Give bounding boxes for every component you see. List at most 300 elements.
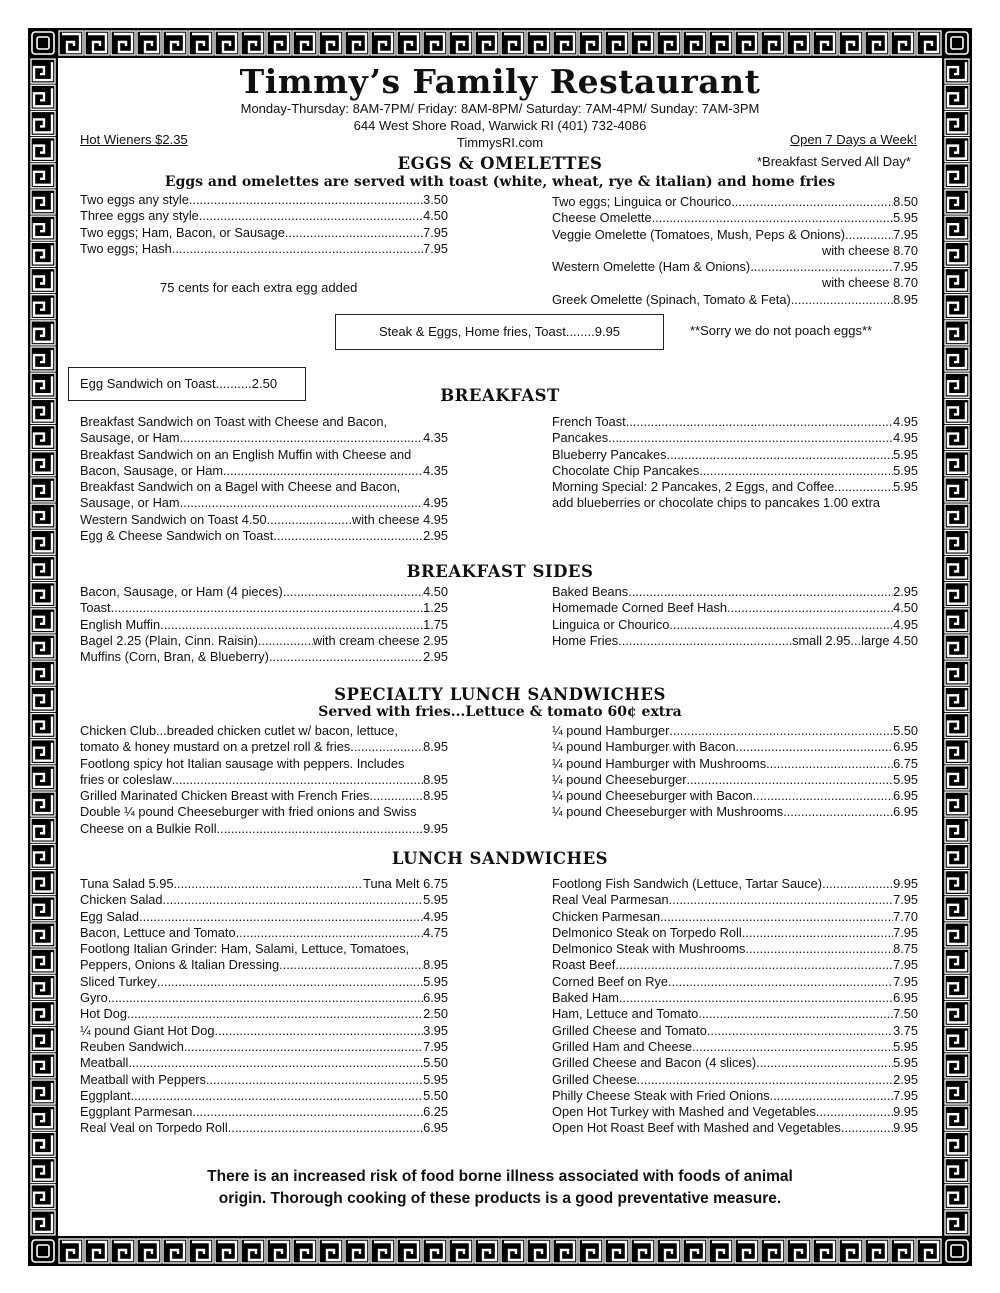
menu-item xyxy=(552,1023,918,1039)
menu-item-price: 4.50 xyxy=(423,584,448,599)
menu-item-name: Two eggs any style xyxy=(80,192,189,207)
leader-dots xyxy=(173,876,363,892)
menu-item xyxy=(80,600,448,616)
leader-dots xyxy=(619,990,893,1006)
menu-item xyxy=(80,1023,448,1039)
menu-item-name: Real Veal Parmesan xyxy=(552,892,669,908)
menu-item xyxy=(552,292,918,308)
menu-text-line: Double ¼ pound Cheeseburger with fried onions and Swiss xyxy=(80,804,417,820)
leader-dots xyxy=(707,1023,893,1039)
extra-egg-note: 75 cents for each extra egg added xyxy=(160,280,358,295)
leader-dots xyxy=(128,1055,423,1071)
leader-dots xyxy=(369,788,423,804)
menu-item-name: Pancakes xyxy=(552,430,609,446)
no-poach-note: **Sorry we do not poach eggs** xyxy=(690,323,873,338)
website-line: TimmysRI.com xyxy=(456,135,544,150)
food-safety-warning xyxy=(0,1166,1000,1210)
menu-item-price: 5.95 xyxy=(893,479,918,495)
menu-item-price: 8.50 xyxy=(893,194,918,209)
lunch-left-column xyxy=(80,876,448,1137)
menu-item-price: 2.95 xyxy=(423,528,448,544)
menu-item-name: ¼ pound Hamburger with Mushrooms xyxy=(552,755,767,771)
menu-item-price: 7.95 xyxy=(423,240,448,256)
menu-item-price: 9.95 xyxy=(893,1120,918,1136)
open-days-note: Open 7 Days a Week! xyxy=(790,132,917,147)
menu-item-name: Two eggs; Ham, Bacon, or Sausage xyxy=(80,224,285,240)
menu-item-price: 6.95 xyxy=(893,990,918,1006)
menu-item xyxy=(80,512,448,528)
menu-item-name: Baked Ham xyxy=(552,990,619,1006)
menu-item-price: small 2.95...large 4.50 xyxy=(792,632,918,648)
leader-dots xyxy=(269,649,423,665)
menu-item-price: 6.95 xyxy=(423,1120,448,1136)
lunch-right-column xyxy=(552,876,918,1137)
menu-item-name: Two eggs; Linguica or Chourico xyxy=(552,194,732,209)
leader-dots xyxy=(628,584,893,600)
menu-item-name: Gyro xyxy=(80,990,108,1006)
menu-text-line: Breakfast Sandwich on Toast with Cheese and Bacon, xyxy=(80,414,388,429)
menu-item-name: Delmonico Steak with Mushrooms xyxy=(552,941,746,957)
menu-item-price: 4.95 xyxy=(893,414,918,429)
menu-item-price: 8.95 xyxy=(423,771,448,787)
menu-item-name: Home Fries xyxy=(552,632,619,648)
menu-item-name: Egg Salad xyxy=(80,908,140,924)
menu-item xyxy=(552,1055,918,1071)
menu-item-name: Two eggs; Hash xyxy=(80,240,172,256)
menu-item-name: fries or coleslaw xyxy=(80,771,172,787)
menu-item-price: 4.95 xyxy=(423,495,448,511)
leader-dots xyxy=(273,528,423,544)
menu-item-name: Open Hot Turkey with Mashed and Vegetables xyxy=(552,1104,816,1120)
menu-item-price: 5.95 xyxy=(893,210,918,226)
menu-item xyxy=(80,1006,448,1022)
menu-item-price: 8.95 xyxy=(893,291,918,307)
menu-item-name: Chicken Salad xyxy=(80,892,163,908)
menu-item-name: Real Veal on Torpedo Roll xyxy=(80,1120,228,1136)
menu-item-price: 2.95 xyxy=(893,584,918,599)
menu-price-note: with cheese 8.70 xyxy=(821,242,918,258)
menu-item-name: Grilled Cheese and Tomato xyxy=(552,1022,707,1038)
menu-item-price: 5.50 xyxy=(423,1087,448,1103)
leader-dots xyxy=(192,1104,423,1120)
menu-item xyxy=(552,1072,918,1088)
eggs-right-column xyxy=(552,194,918,308)
leader-dots xyxy=(686,772,893,788)
steak-and-eggs-box xyxy=(335,314,664,350)
leader-dots xyxy=(285,225,423,241)
menu-item xyxy=(80,1104,448,1120)
menu-item-name: Meatball xyxy=(80,1055,129,1071)
menu-item xyxy=(552,1006,918,1022)
leader-dots xyxy=(637,1072,893,1088)
restaurant-title: Timmy’s Family Restaurant xyxy=(239,62,761,101)
menu-item-name: Corned Beef on Rye xyxy=(552,973,668,989)
menu-item xyxy=(552,957,918,973)
menu-item-price: 1.25 xyxy=(423,600,448,616)
menu-item xyxy=(552,990,918,1006)
menu-item-price: 2.50 xyxy=(423,1006,448,1022)
leader-dots xyxy=(615,957,893,973)
specialty-section-title: SPECIALTY LUNCH SANDWICHES xyxy=(334,685,666,704)
menu-item-price: 2.95 xyxy=(423,649,448,665)
sides-right-column xyxy=(552,584,918,649)
hours-line: Monday-Thursday: 8AM-7PM/ Friday: 8AM-8PM/ Saturday: 7AM-4PM/ Sunday: 7AM-3PM xyxy=(240,101,760,116)
menu-item-price: 9.95 xyxy=(423,820,448,836)
leader-dots xyxy=(699,463,893,479)
menu-item-price: 4.50 xyxy=(423,208,448,224)
leader-dots xyxy=(783,804,893,820)
leader-dots xyxy=(111,600,423,616)
menu-item xyxy=(552,414,918,430)
menu-item-name: ¼ pound Hamburger with Bacon xyxy=(552,739,736,755)
menu-item xyxy=(80,463,448,479)
menu-item-price: 5.50 xyxy=(893,723,918,738)
menu-item-name: Meatball with Peppers xyxy=(80,1071,206,1087)
menu-item xyxy=(80,1120,448,1136)
menu-item xyxy=(80,957,448,973)
breakfast-right-column xyxy=(552,414,918,512)
leader-dots xyxy=(236,925,424,941)
menu-item-name: Philly Cheese Steak with Fried Onions xyxy=(552,1087,770,1103)
leader-dots xyxy=(267,512,352,528)
menu-item xyxy=(80,1039,448,1055)
sides-left-column xyxy=(80,584,448,665)
menu-item-name: Sliced Turkey xyxy=(80,973,157,989)
menu-item xyxy=(552,447,918,463)
menu-item-price: 4.95 xyxy=(893,616,918,632)
menu-item-name: Bacon, Lettuce and Tomato xyxy=(80,924,236,940)
menu-item-price: 4.95 xyxy=(893,430,918,446)
menu-item-name: Grilled Marinated Chicken Breast with French Fries xyxy=(80,788,370,804)
menu-item xyxy=(552,1088,918,1104)
leader-dots xyxy=(350,739,423,755)
specialty-left-column xyxy=(80,723,448,837)
leader-dots xyxy=(791,292,893,308)
leader-dots xyxy=(698,1006,893,1022)
menu-item xyxy=(80,909,448,925)
menu-item-name: Bacon, Sausage, or Ham xyxy=(80,462,223,478)
breakfast-left-column xyxy=(80,414,448,544)
menu-item-name: Reuben Sandwich xyxy=(80,1038,184,1054)
menu-item-name: Cheese Omelette xyxy=(552,210,652,226)
menu-item-price: 8.95 xyxy=(423,957,448,973)
menu-item-name: Morning Special: 2 Pancakes, 2 Eggs, and Coffee xyxy=(552,479,835,495)
menu-item xyxy=(552,909,918,925)
menu-item xyxy=(552,925,918,941)
menu-item-price: 5.95 xyxy=(893,462,918,478)
menu-item xyxy=(552,876,918,892)
leader-dots xyxy=(745,941,893,957)
leader-dots xyxy=(157,974,423,990)
menu-item xyxy=(552,892,918,908)
menu-item-name: ¼ pound Cheeseburger xyxy=(552,771,687,787)
menu-item xyxy=(80,772,448,788)
leader-dots xyxy=(180,430,423,446)
menu-item-price: 5.95 xyxy=(423,892,448,908)
menu-item-price: 4.35 xyxy=(423,462,448,478)
leader-dots xyxy=(217,821,423,837)
menu-item-price: 7.95 xyxy=(893,892,918,908)
menu-item-price: 3.75 xyxy=(893,1022,918,1038)
menu-item xyxy=(552,259,918,275)
menu-item xyxy=(552,600,918,616)
menu-item xyxy=(80,876,448,892)
menu-item-name: Grilled Ham and Cheese xyxy=(552,1038,693,1054)
menu-item-price: 7.95 xyxy=(893,259,918,275)
leader-dots xyxy=(206,1072,423,1088)
menu-item xyxy=(80,925,448,941)
menu-item-price: 1.75 xyxy=(423,616,448,632)
specialty-section-subtitle: Served with fries...Lettuce & tomato 60¢ extra xyxy=(318,704,682,720)
menu-item xyxy=(80,495,448,511)
leader-dots xyxy=(258,633,313,649)
menu-item-price: 5.95 xyxy=(893,446,918,462)
menu-item xyxy=(80,739,448,755)
leader-dots xyxy=(727,600,893,616)
breakfast-all-day-note: *Breakfast Served All Day* xyxy=(757,154,911,169)
menu-item xyxy=(80,528,448,544)
menu-item-name: ¼ pound Hamburger xyxy=(552,723,670,738)
eggs-left-column xyxy=(80,192,448,257)
menu-text-line: Footlong Italian Grinder: Ham, Salami, Lettuce, Tomatoes, xyxy=(80,941,410,957)
menu-item xyxy=(80,974,448,990)
menu-item-name: Three eggs any style xyxy=(80,208,199,224)
leader-dots xyxy=(189,192,423,208)
menu-item xyxy=(552,941,918,957)
menu-item-price: 5.50 xyxy=(423,1055,448,1071)
menu-item-price: 7.50 xyxy=(893,1006,918,1022)
menu-item-name: Eggplant xyxy=(80,1087,131,1103)
leader-dots xyxy=(669,723,893,739)
leader-dots xyxy=(279,957,423,973)
menu-item-price: 9.95 xyxy=(893,1104,918,1120)
leader-dots xyxy=(618,633,792,649)
menu-item-name: Muffins (Corn, Bran, & Blueberry) xyxy=(80,649,269,665)
menu-item-name: ¼ pound Giant Hot Dog xyxy=(80,1022,215,1038)
menu-item-name: Tuna Salad 5.95 xyxy=(80,876,174,891)
menu-item xyxy=(552,463,918,479)
menu-item-price: 3.50 xyxy=(423,192,448,207)
menu-item-name: Cheese on a Bulkie Roll xyxy=(80,820,217,836)
menu-item-name: French Toast xyxy=(552,414,626,429)
leader-dots xyxy=(626,414,893,430)
menu-item-price: 9.95 xyxy=(893,876,918,891)
menu-item-price: 7.70 xyxy=(893,908,918,924)
leader-dots xyxy=(770,1088,893,1104)
menu-item xyxy=(80,990,448,1006)
menu-price-note: with cheese 8.70 xyxy=(821,275,918,291)
menu-item-price: 7.95 xyxy=(893,924,918,940)
leader-dots xyxy=(841,1120,893,1136)
leader-dots xyxy=(214,1023,423,1039)
menu-item-price: 6.75 xyxy=(893,755,918,771)
leader-dots xyxy=(228,1120,423,1136)
menu-item xyxy=(552,479,918,495)
menu-item-price: Tuna Melt 6.75 xyxy=(363,876,448,891)
menu-item xyxy=(552,584,918,600)
menu-item xyxy=(552,227,918,243)
menu-item-price: 8.95 xyxy=(423,739,448,755)
menu-item-price: 5.95 xyxy=(423,973,448,989)
menu-item-name: tomato & honey mustard on a pretzel roll & fries xyxy=(80,739,351,755)
menu-item xyxy=(80,788,448,804)
menu-item-name: Hot Dog xyxy=(80,1006,127,1022)
menu-item xyxy=(80,633,448,649)
leader-dots xyxy=(127,1006,423,1022)
leader-dots xyxy=(753,788,893,804)
leader-dots xyxy=(199,208,423,224)
leader-dots xyxy=(692,1039,893,1055)
menu-item xyxy=(80,192,448,208)
leader-dots xyxy=(139,909,423,925)
menu-item xyxy=(552,756,918,772)
menu-item-name: Homemade Corned Beef Hash xyxy=(552,600,727,616)
menu-item xyxy=(552,974,918,990)
eggs-section-subtitle: Eggs and omelettes are served with toast (white, wheat, rye & italian) and home fries xyxy=(164,174,836,190)
menu-item-price: 7.95 xyxy=(893,973,918,989)
menu-item xyxy=(80,892,448,908)
menu-item xyxy=(552,194,918,210)
menu-text-line: Footlong spicy hot Italian sausage with peppers. Includes xyxy=(80,755,405,771)
menu-item xyxy=(552,633,918,649)
warning-line-1: There is an increased risk of food borne illness associated with foods of animal xyxy=(207,1168,793,1185)
menu-item xyxy=(80,225,448,241)
leader-dots xyxy=(756,1055,893,1071)
steak-and-eggs-text: Steak & Eggs, Home fries, Toast........9.95 xyxy=(378,324,621,339)
menu-item-price: 7.95 xyxy=(893,957,918,973)
menu-item-name: Chocolate Chip Pancakes xyxy=(552,462,700,478)
eggs-section-title: EGGS & OMELETTES xyxy=(397,154,603,173)
menu-item xyxy=(552,788,918,804)
menu-item xyxy=(552,739,918,755)
leader-dots xyxy=(816,1104,893,1120)
menu-text-line: add blueberries or chocolate chips to pancakes 1.00 extra xyxy=(552,495,880,511)
menu-item xyxy=(552,617,918,633)
leader-dots xyxy=(845,227,893,243)
leader-dots xyxy=(131,1088,424,1104)
menu-item-name: Roast Beef xyxy=(552,957,616,973)
menu-item-price: with cream cheese 2.95 xyxy=(312,632,448,648)
leader-dots xyxy=(160,617,423,633)
menu-item xyxy=(552,772,918,788)
menu-item-name: English Muffin xyxy=(80,616,161,632)
leader-dots xyxy=(172,241,423,257)
menu-item xyxy=(80,617,448,633)
specialty-right-column xyxy=(552,723,918,821)
menu-item-name: Baked Beans xyxy=(552,584,629,599)
menu-text-line: Breakfast Sandwich on an English Muffin with Cheese and xyxy=(80,446,412,462)
leader-dots xyxy=(750,259,893,275)
leader-dots xyxy=(652,210,893,226)
menu-item xyxy=(80,1055,448,1071)
leader-dots xyxy=(766,756,893,772)
menu-item xyxy=(552,1039,918,1055)
hot-wieners-price: Hot Wieners $2.35 xyxy=(80,132,188,147)
leader-dots xyxy=(660,909,893,925)
menu-item-price: 7.95 xyxy=(893,1087,918,1103)
menu-item-price: with cheese 4.95 xyxy=(351,511,448,527)
menu-item-price: 8.95 xyxy=(423,788,448,804)
leader-dots xyxy=(822,876,893,892)
menu-item xyxy=(552,804,918,820)
menu-item-name: Ham, Lettuce and Tomato xyxy=(552,1006,699,1022)
leader-dots xyxy=(834,479,893,495)
menu-item xyxy=(80,649,448,665)
menu-item-price: 8.75 xyxy=(893,941,918,957)
leader-dots xyxy=(283,584,423,600)
menu-item-price: 5.95 xyxy=(893,1038,918,1054)
leader-dots xyxy=(669,617,893,633)
menu-text-line: Chicken Club...breaded chicken cutlet w/ bacon, lettuce, xyxy=(80,723,398,738)
leader-dots xyxy=(172,772,423,788)
leader-dots xyxy=(608,430,893,446)
breakfast-section-title: BREAKFAST xyxy=(440,386,560,405)
menu-item-price: 5.95 xyxy=(423,1071,448,1087)
leader-dots xyxy=(180,495,423,511)
leader-dots xyxy=(163,892,424,908)
leader-dots xyxy=(731,194,893,210)
leader-dots xyxy=(736,739,894,755)
menu-item-name: Grilled Cheese xyxy=(552,1071,637,1087)
menu-item-name: Bacon, Sausage, or Ham (4 pieces) xyxy=(80,584,283,599)
menu-item-price: 3.95 xyxy=(423,1022,448,1038)
menu-item-name: Greek Omelette (Spinach, Tomato & Feta) xyxy=(552,291,791,307)
leader-dots xyxy=(668,974,893,990)
menu-item-name: ¼ pound Cheeseburger with Mushrooms xyxy=(552,804,784,820)
menu-item-name: Open Hot Roast Beef with Mashed and Vegetables xyxy=(552,1120,841,1136)
menu-item-price: 6.95 xyxy=(423,990,448,1006)
lunch-section-title: LUNCH SANDWICHES xyxy=(391,849,609,868)
menu-item xyxy=(552,1104,918,1120)
menu-item-name: Egg & Cheese Sandwich on Toast xyxy=(80,528,274,544)
menu-item xyxy=(80,584,448,600)
menu-item-price: 6.25 xyxy=(423,1104,448,1120)
menu-item-price: 2.95 xyxy=(893,1071,918,1087)
menu-item xyxy=(80,208,448,224)
menu-text-line: Breakfast Sandwich on a Bagel with Cheese and Bacon, xyxy=(80,479,401,495)
menu-item-name: ¼ pound Cheeseburger with Bacon xyxy=(552,788,753,804)
menu-item xyxy=(552,723,918,739)
menu-item-price: 5.95 xyxy=(893,771,918,787)
leader-dots xyxy=(184,1039,423,1055)
menu-item-price: 4.50 xyxy=(893,600,918,616)
menu-item-price: 6.95 xyxy=(893,788,918,804)
menu-item-price: 5.95 xyxy=(893,1055,918,1071)
menu-item xyxy=(80,1072,448,1088)
menu-item xyxy=(80,1088,448,1104)
menu-item-name: Linguica or Chourico xyxy=(552,616,670,632)
menu-item-name: Bagel 2.25 (Plain, Cinn. Raisin) xyxy=(80,632,258,648)
menu-item-price: 4.35 xyxy=(423,430,448,446)
leader-dots xyxy=(667,447,894,463)
egg-sandwich-text: Egg Sandwich on Toast..........2.50 xyxy=(80,376,278,391)
menu-item xyxy=(80,821,448,837)
menu-item-name: Blueberry Pancakes xyxy=(552,446,667,462)
menu-item-price: 4.75 xyxy=(423,924,448,940)
menu-item-name: Sausage, or Ham xyxy=(80,430,180,446)
menu-item-price: 7.95 xyxy=(893,226,918,242)
menu-item-price: 6.95 xyxy=(893,739,918,755)
leader-dots xyxy=(669,892,893,908)
menu-item-name: Western Sandwich on Toast 4.50 xyxy=(80,511,267,527)
menu-item xyxy=(552,1120,918,1136)
menu-item-name: Toast xyxy=(80,600,111,616)
address-line: 644 West Shore Road, Warwick RI (401) 732-4086 xyxy=(353,118,647,133)
menu-item xyxy=(552,430,918,446)
menu-item-name: Peppers, Onions & Italian Dressing xyxy=(80,957,280,973)
menu-item-price: 4.95 xyxy=(423,908,448,924)
menu-item-name: Veggie Omelette (Tomatoes, Mush, Peps & Onions) xyxy=(552,226,846,242)
